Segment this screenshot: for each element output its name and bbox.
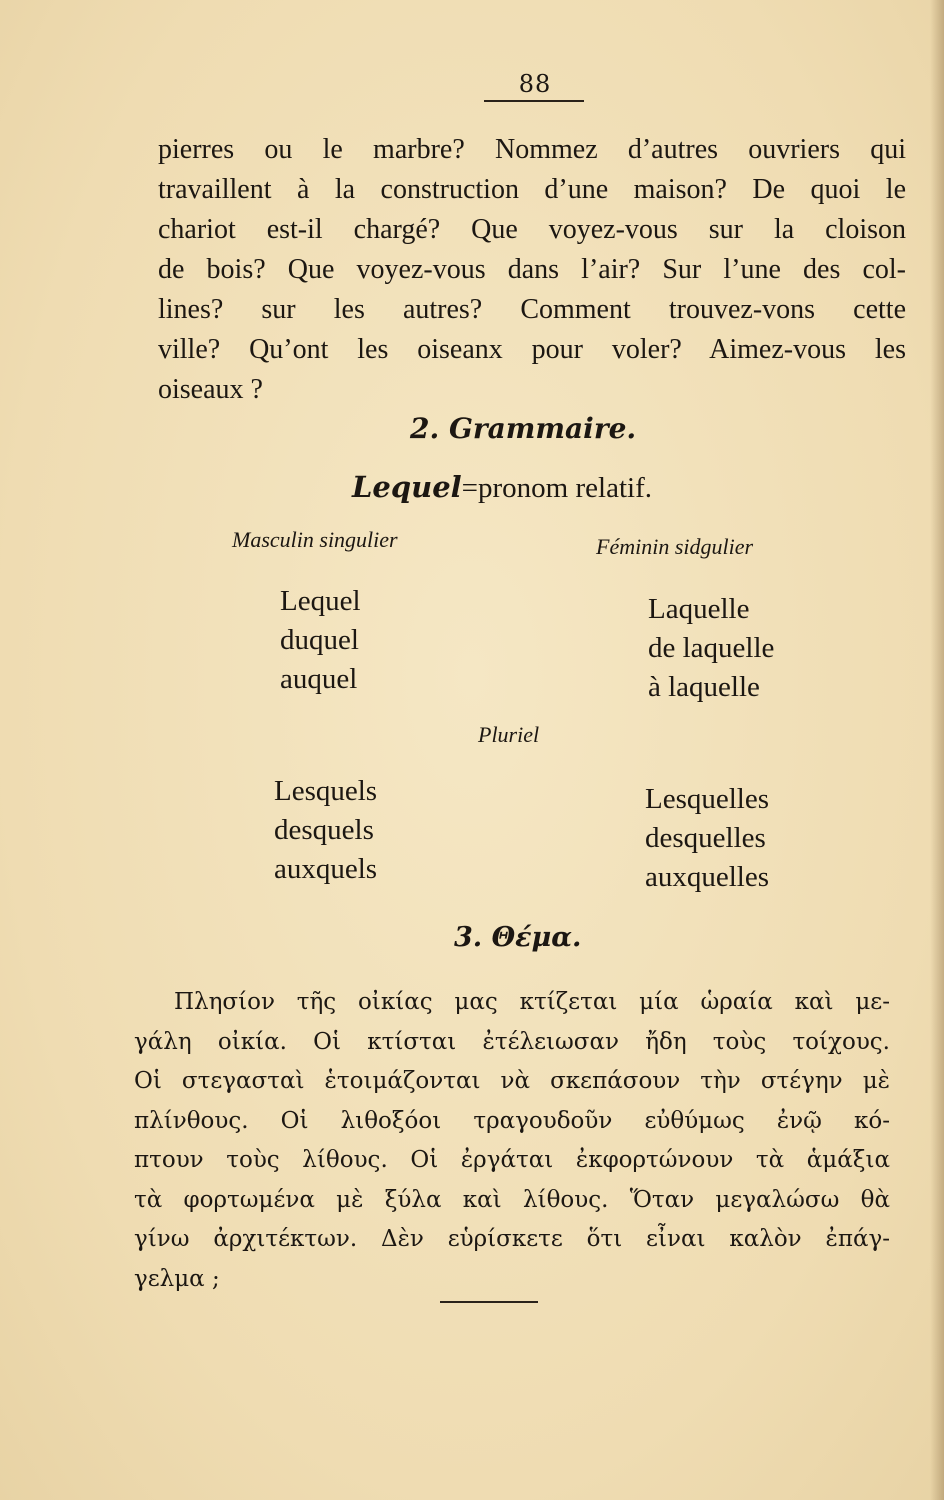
text-line: Οἱ στεγασταὶ ἑτοιμάζονται νὰ σκεπάσουν τὴν στέγην μὲ bbox=[134, 1068, 890, 1094]
text-line: γάλη οἰκία. Οἱ κτίσται ἐτέλειωσαν ἤδη τοὺς τοίχους. bbox=[134, 1028, 890, 1055]
section-heading-grammaire: 2. Grammaire. bbox=[410, 412, 637, 445]
form-item: de laquelle bbox=[648, 632, 775, 664]
form-item: desquelles bbox=[645, 822, 766, 854]
rule-definition: =pronom relatif. bbox=[461, 472, 652, 504]
text-line: ville? Qu’ont les oiseanx pour voler? Aimez-vous les bbox=[158, 334, 906, 365]
form-item: auxquelles bbox=[645, 861, 770, 893]
text-line: τὰ φορτωμένα μὲ ξύλα καὶ λίθους. Ὅταν μεγαλώσω θὰ bbox=[134, 1186, 890, 1213]
plural-header: Pluriel bbox=[478, 722, 540, 747]
text-line: γελμα ; bbox=[134, 1265, 220, 1292]
end-rule bbox=[440, 1301, 538, 1303]
feminine-plural-forms bbox=[645, 780, 769, 897]
grammar-rule bbox=[352, 470, 652, 505]
text-line: πτουν τοὺς λίθους. Οἱ ἐργάται ἐκφορτώνουν τὰ ἁμάξια bbox=[134, 1147, 890, 1173]
text-line: de bois? Que voyez-vous dans l’air? Sur l’une des col- bbox=[158, 254, 906, 285]
masculine-singular-forms bbox=[280, 582, 361, 699]
form-item: Lesquels bbox=[274, 775, 378, 807]
page-edge-shadow bbox=[930, 0, 944, 1500]
form-item: Lesquelles bbox=[645, 783, 770, 815]
page-number: 88 bbox=[518, 70, 552, 98]
text-line: chariot est-il chargé? Que voyez-vous sur la cloison bbox=[158, 214, 906, 245]
section-heading-thema: 3. Θέμα. bbox=[454, 922, 582, 953]
form-item: Laquelle bbox=[648, 593, 750, 625]
text-line: travaillent à la construction d’une maison? De quoi le bbox=[158, 174, 906, 205]
rule-term: Lequel bbox=[352, 470, 462, 504]
form-item: duquel bbox=[280, 624, 359, 656]
text-line: pierres ou le marbre? Nommez d’autres ouvriers qui bbox=[158, 134, 906, 165]
feminine-singular-header: Féminin sidgulier bbox=[596, 534, 754, 559]
greek-paragraph bbox=[134, 983, 890, 1299]
masculine-plural-forms bbox=[274, 772, 377, 889]
form-item: Lequel bbox=[280, 585, 361, 617]
feminine-singular-forms bbox=[648, 590, 774, 707]
page-number-underline bbox=[484, 100, 584, 102]
form-item: auquel bbox=[280, 663, 358, 695]
text-line: oiseaux ? bbox=[158, 374, 263, 405]
form-item: auxquels bbox=[274, 853, 378, 885]
text-line: Πλησίον τῆς οἰκίας μας κτίζεται μία ὡραία καὶ με- bbox=[174, 989, 890, 1015]
text-line: lines? sur les autres? Comment trouvez-vons cette bbox=[158, 294, 906, 325]
masculine-singular-header: Masculin singulier bbox=[232, 527, 398, 552]
text-line: πλίνθους. Οἱ λιθοξόοι τραγουδοῦν εὐθύμως ἐνῷ κό- bbox=[134, 1107, 890, 1134]
form-item: à laquelle bbox=[648, 671, 760, 703]
text-line: γίνω ἀρχιτέκτων. Δὲν εὑρίσκετε ὅτι εἶναι καλὸν ἐπάγ- bbox=[134, 1226, 890, 1252]
form-item: desquels bbox=[274, 814, 374, 846]
french-paragraph bbox=[158, 130, 906, 410]
